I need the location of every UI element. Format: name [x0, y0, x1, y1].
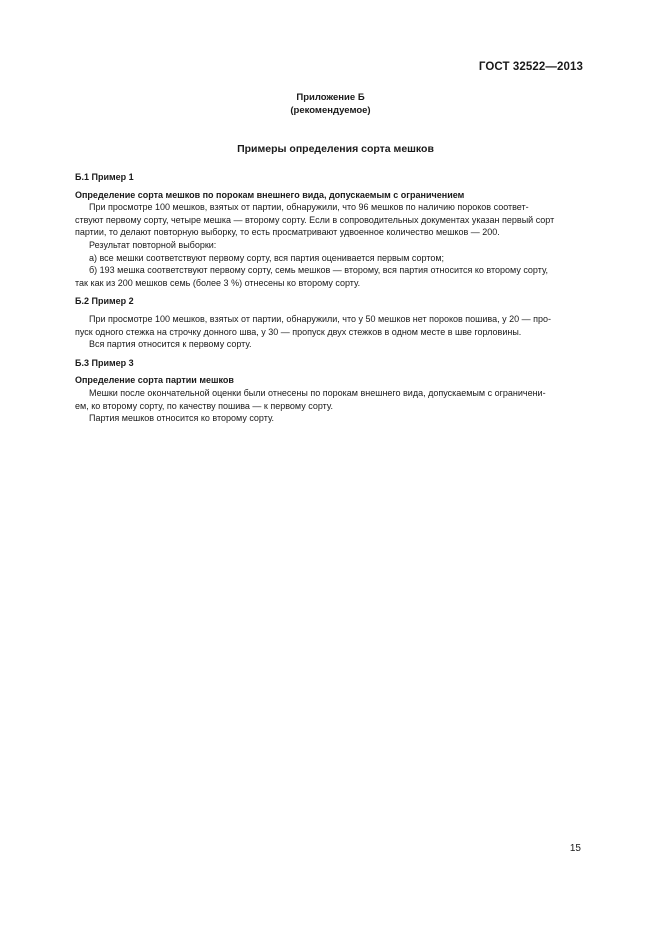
- paragraph-line: Вся партия относится к первому сорту.: [89, 339, 252, 350]
- document-body: [75, 171, 584, 425]
- section-heading: Б.1 Пример 1: [75, 172, 134, 182]
- document-code: ГОСТ 32522—2013: [478, 61, 583, 73]
- paragraph-line: б) 193 мешка соответствуют первому сорту, семь мешков — второму, вся партия относится ко второму сорту,: [89, 265, 549, 276]
- paragraph-line: При просмотре 100 мешков, взятых от партии, обнаружили, что 96 мешков по наличию пороков соответ-: [89, 202, 529, 213]
- paragraph-line: а) все мешки соответствуют первому сорту, вся партия оценивается первым сортом;: [89, 252, 445, 263]
- section-heading: Б.2 Пример 2: [75, 296, 134, 307]
- paragraph-line: Мешки после окончательной оценки были отнесены по порокам внешнего вида, допускаемым с ограничени-: [89, 387, 546, 398]
- paragraph-line: ствуют первому сорту, четыре мешка — второму сорту. Если в сопроводительных документах указан первый сорт: [75, 214, 555, 225]
- paragraph-line: пуск одного стежка на строчку донного шва, у 30 — пропуск двух стежков в одном месте в шве горловины.: [75, 326, 522, 337]
- paragraph-line: Партия мешков относится ко второму сорту.: [89, 413, 275, 424]
- document-title: Примеры определения сорта мешков: [237, 143, 434, 155]
- paragraph-line: Результат повторной выборки:: [89, 239, 217, 250]
- section-subheading: Определение сорта партии мешков: [75, 375, 234, 386]
- page-number: 15: [569, 843, 581, 854]
- paragraph-line: так как из 200 мешков семь (более 3 %) отнесены ко второму сорту.: [75, 277, 361, 288]
- appendix-title: Приложение Б: [296, 92, 365, 103]
- paragraph-line: При просмотре 100 мешков, взятых от партии, обнаружили, что у 50 мешков нет пороков пошива, у 20 — про-: [89, 313, 551, 324]
- appendix-note: (рекомендуемое): [290, 105, 371, 116]
- section-subheading: Определение сорта мешков по порокам внешнего вида, допускаемым с ограничением: [75, 189, 465, 200]
- paragraph-line: ем, ко второму сорту, по качеству пошива — к первому сорту.: [75, 400, 333, 411]
- paragraph-line: партии, то делают повторную выборку, то есть просматривают удвоенное количество мешков — 200.: [75, 227, 500, 238]
- appendix-heading: [0, 91, 661, 117]
- section-heading: Б.3 Пример 3: [75, 357, 134, 368]
